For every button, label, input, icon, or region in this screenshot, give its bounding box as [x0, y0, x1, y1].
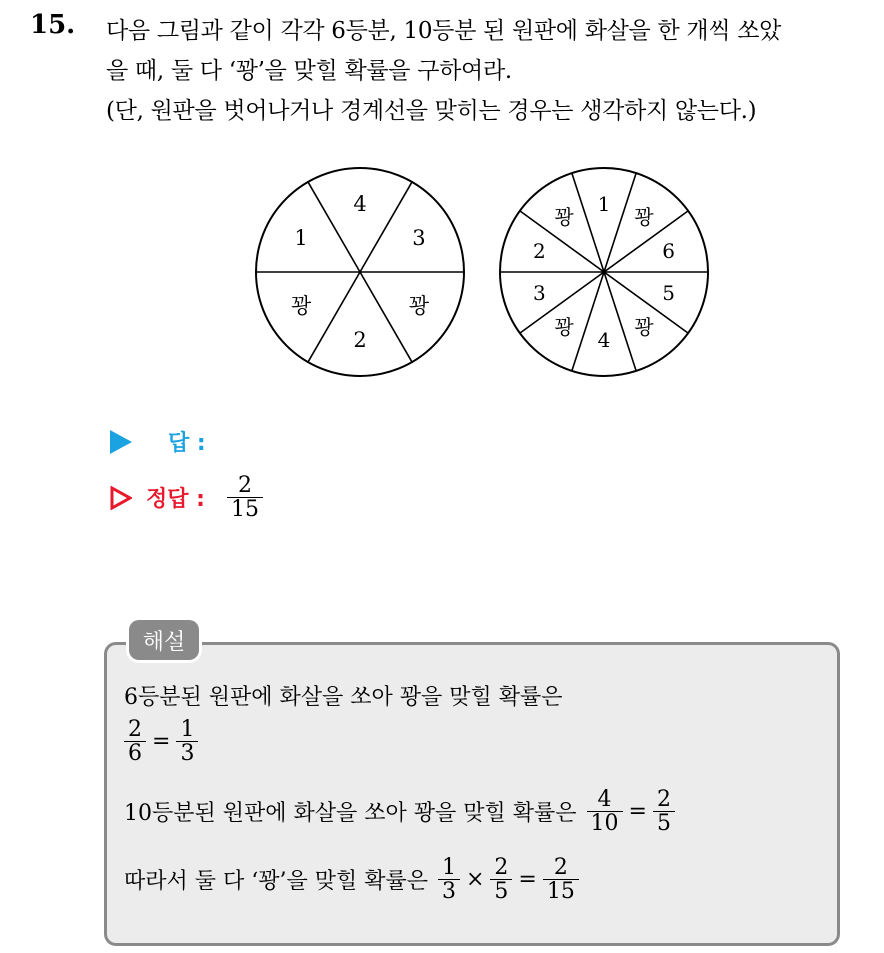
sector-label: 1	[294, 226, 308, 250]
sector-label: 3	[412, 226, 426, 250]
sector-label: 2	[353, 328, 367, 352]
sector-label: 1	[597, 192, 611, 216]
wheel-6-sections	[253, 165, 467, 379]
sector-label: 5	[662, 281, 676, 306]
fraction-2-15: $\frac{2}{15}$	[543, 856, 579, 903]
fraction-2-5: $\frac{2}{5}$	[653, 788, 675, 835]
answer-row	[110, 426, 206, 457]
fraction-2-5: $\frac{2}{5}$	[490, 856, 512, 903]
outline-triangle-icon	[110, 486, 132, 510]
explanation-line3: 10등분된 원판에 화살을 쏘아 꽝을 맞힐 확률은 $\frac{4}{10}$ = $\frac{2}{5}$	[124, 788, 675, 835]
sector-label: 꽝	[634, 315, 654, 340]
fraction-4-10: $\frac{4}{10}$	[587, 788, 623, 835]
explanation-line4: 따라서 둘 다 ‘꽝’을 맞힐 확률은 $\frac{1}{3}$ × $\frac{2}{5}$ = $\frac{2}{15}$	[124, 856, 579, 903]
sector-label: 꽝	[290, 294, 312, 318]
sector-label: 꽝	[554, 315, 574, 340]
question-text-line3: (단, 원판을 벗어나거나 경계선을 맞히는 경우는 생각하지 않는다.)	[106, 98, 757, 124]
question-text-line2: 을 때, 둘 다 ‘꽝’을 맞힐 확률을 구하여라.	[106, 58, 512, 84]
sector-label: 꽝	[408, 294, 430, 318]
sector-label: 3	[532, 281, 546, 306]
wheel-10-sections	[497, 165, 711, 379]
question-text-line1: 다음 그림과 같이 각각 6등분, 10등분 된 원판에 화살을 한 개씩 쏘았	[106, 18, 782, 44]
explanation-line2: $\frac{2}{6}$ = $\frac{1}{3}$	[124, 718, 198, 765]
sector-label: 4	[597, 328, 611, 352]
explanation-tab: 해설	[129, 620, 199, 660]
sector-label: 2	[532, 238, 546, 263]
fraction-1-3: $\frac{1}{3}$	[438, 856, 460, 903]
question-number: 15.	[30, 10, 76, 40]
sector-label: 꽝	[554, 204, 574, 229]
play-triangle-icon	[110, 430, 132, 454]
fraction-2-6: $\frac{2}{6}$	[124, 718, 146, 765]
sector-label: 꽝	[634, 204, 654, 229]
correct-answer-row	[110, 474, 263, 521]
correct-answer-label: 정답 :	[146, 487, 205, 513]
fraction-1-3: $\frac{1}{3}$	[176, 718, 198, 765]
sector-label: 4	[353, 192, 367, 216]
explanation-line1: 6등분된 원판에 화살을 쏘아 꽝을 맞힐 확률은	[124, 685, 563, 710]
sector-label: 6	[662, 238, 676, 263]
answer-label: 답 :	[168, 431, 206, 456]
correct-answer-fraction: $\frac{2}{15}$	[227, 474, 263, 521]
